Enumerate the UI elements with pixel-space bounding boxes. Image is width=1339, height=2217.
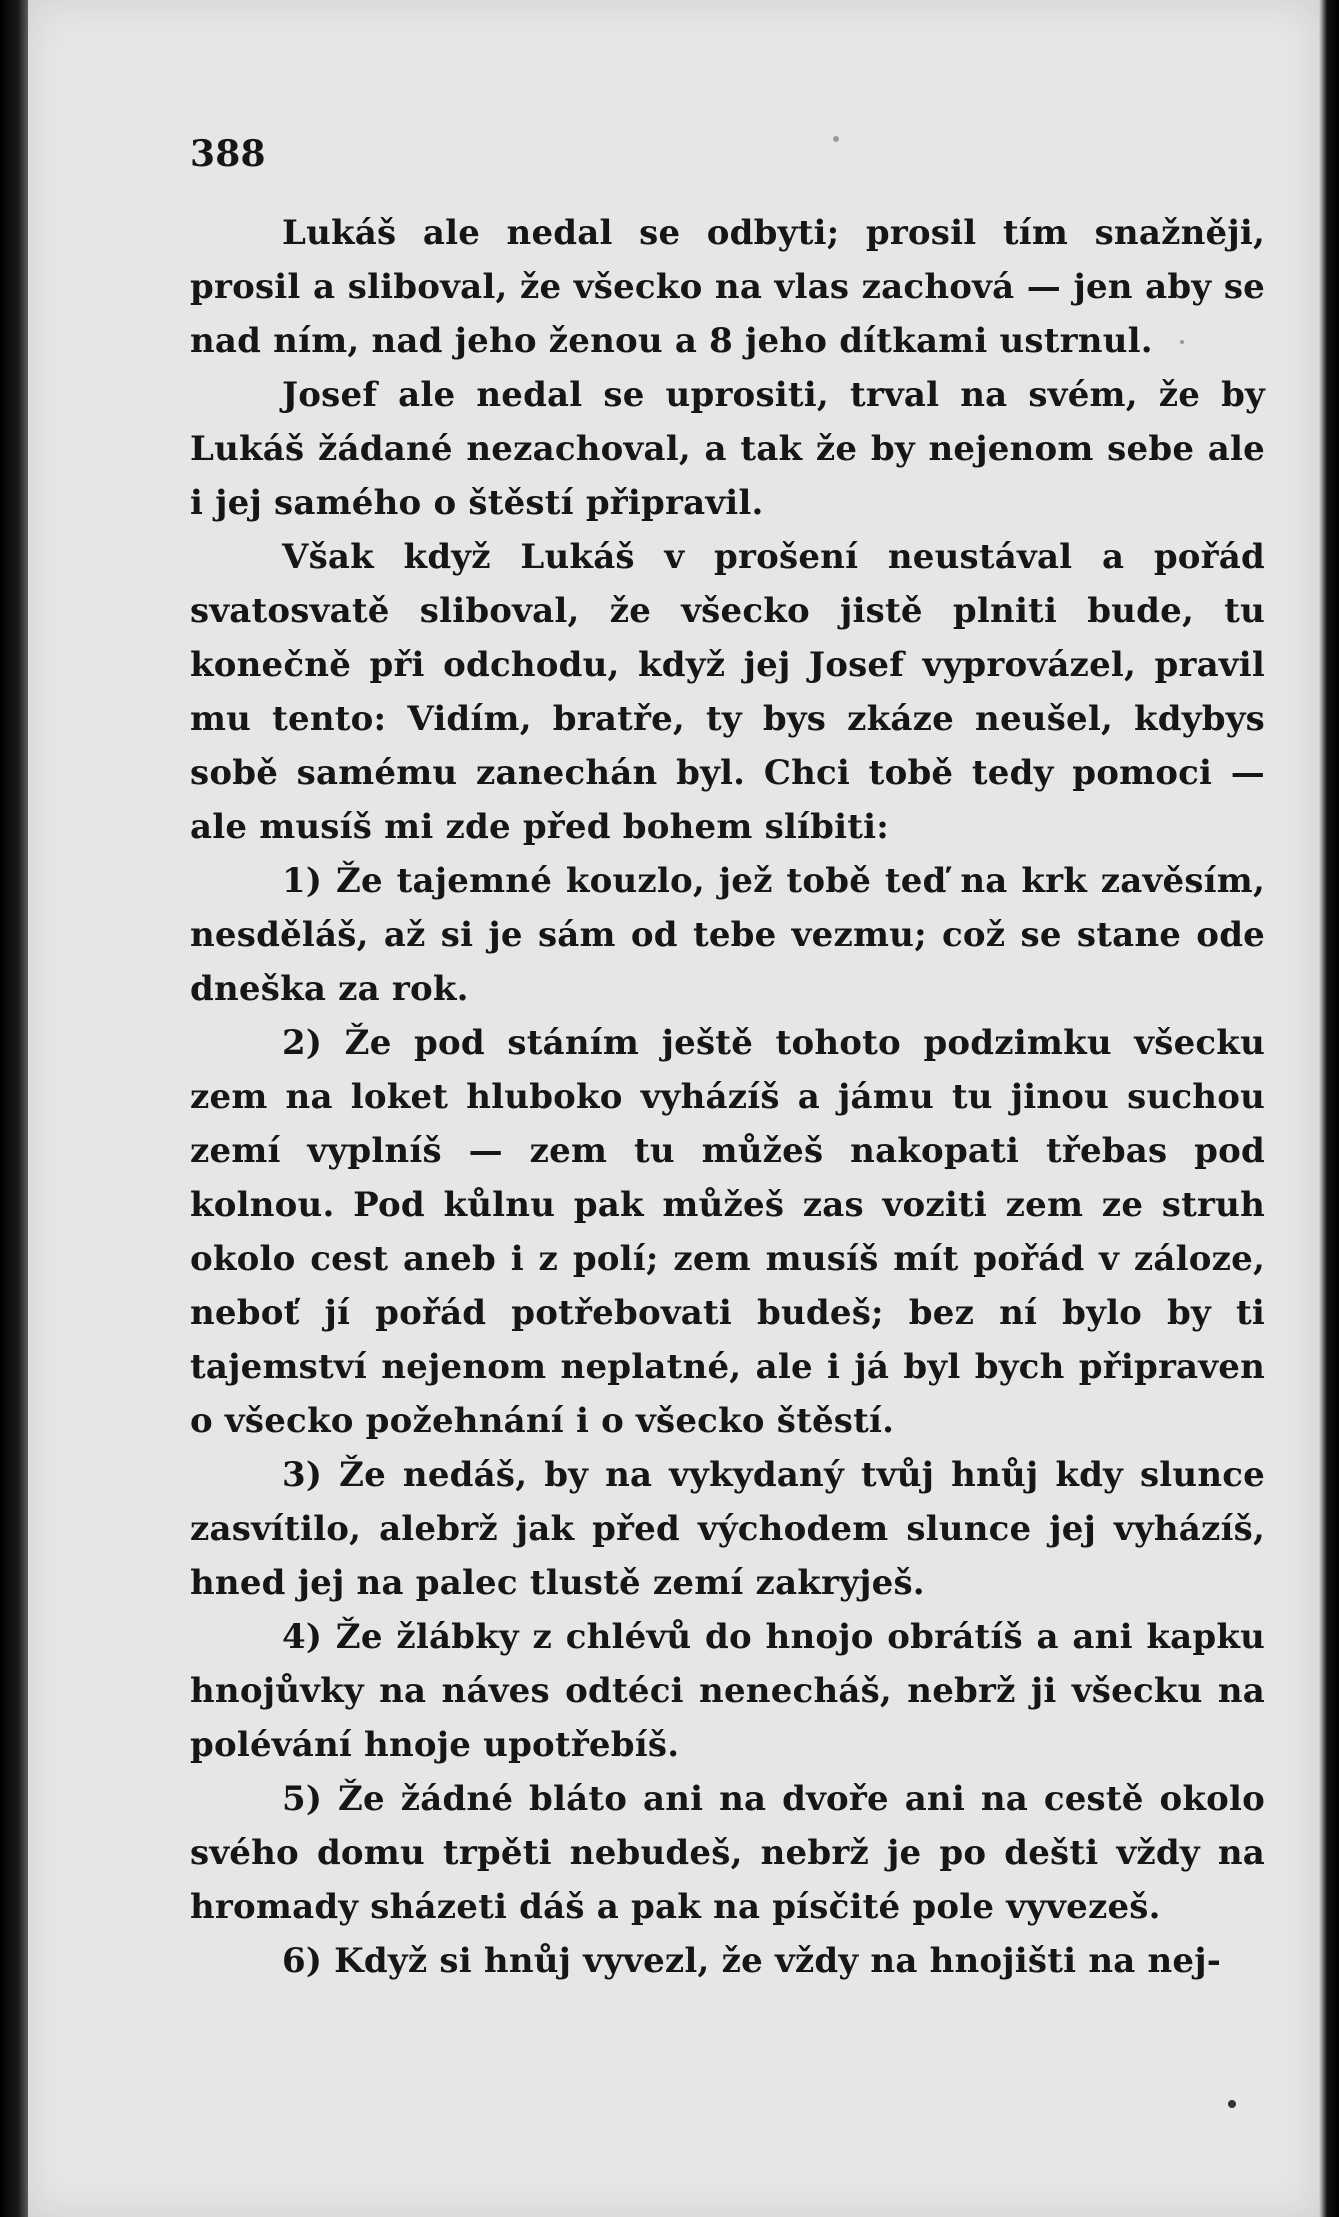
paragraph: Lukáš ale nedal se odbyti; prosil tím snažněji, prosil a sliboval, že všecko na vlas zachová — jen aby se nad ním, nad jeho ženou a 8 jeho dítkami ustrnul. — [190, 213, 1265, 361]
scan-right-edge — [1319, 0, 1339, 2217]
scan-left-edge — [0, 0, 30, 2217]
paragraph: 3) Že nedáš, by na vykydaný tvůj hnůj kdy slunce zasvítilo, alebrž jak před východem slunce jej vyházíš, hned jej na palec tlustě zemí zakryješ. — [190, 1455, 1265, 1603]
page-number: 388 — [190, 133, 266, 175]
paragraph: 2) Že pod stáním ještě tohoto podzimku všecku zem na loket hluboko vyházíš a jámu tu jinou suchou zemí vyplníš — zem tu můžeš nakopati třebas pod kolnou. Pod kůlnu pak můžeš zas voziti zem ze struh okolo cest aneb i z polí; zem musíš mít pořád v záloze, neboť jí pořád potřebovati budeš; bez ní bylo by ti tajemství nejenom neplatné, ale i já byl bych připraven o všecko požehnání i o všecko štěstí. — [190, 1023, 1265, 1441]
paragraph: Však když Lukáš v prošení neustával a pořád svatosvatě sliboval, že všecko jistě plniti bude, tu konečně při odchodu, když jej Josef vyprovázel, pravil mu tento: Vidím, bratře, ty bys zkáze neušel, kdybys sobě samému zanechán byl. Chci tobě tedy pomoci — ale musíš mi zde před bohem slíbiti: — [190, 537, 1265, 847]
paragraph: Josef ale nedal se uprositi, trval na svém, že by Lukáš žádané nezachoval, a tak že by nejenom sebe ale i jej samého o štěstí připravil. — [190, 375, 1265, 523]
paragraph: 5) Že žádné bláto ani na dvoře ani na cestě okolo svého domu trpěti nebudeš, nebrž je po dešti vždy na hromady sházeti dáš a pak na písčité pole vyvezeš. — [190, 1779, 1265, 1927]
page-content — [190, 126, 1265, 1988]
paper-speck — [1228, 2100, 1236, 2108]
paragraph: 4) Že žlábky z chlévů do hnojo obrátíš a ani kapku hnojůvky na náves odtéci nenecháš, nebrž ji všecku na polévání hnoje upotřebíš. — [190, 1617, 1265, 1765]
paragraph: 1) Že tajemné kouzlo, jež tobě teď na krk zavěsím, nesděláš, až si je sám od tebe vezmu; což se stane ode dneška za rok. — [190, 861, 1265, 1009]
paragraph: 6) Když si hnůj vyvezl, že vždy na hnojišti na nej- — [282, 1941, 1222, 1981]
